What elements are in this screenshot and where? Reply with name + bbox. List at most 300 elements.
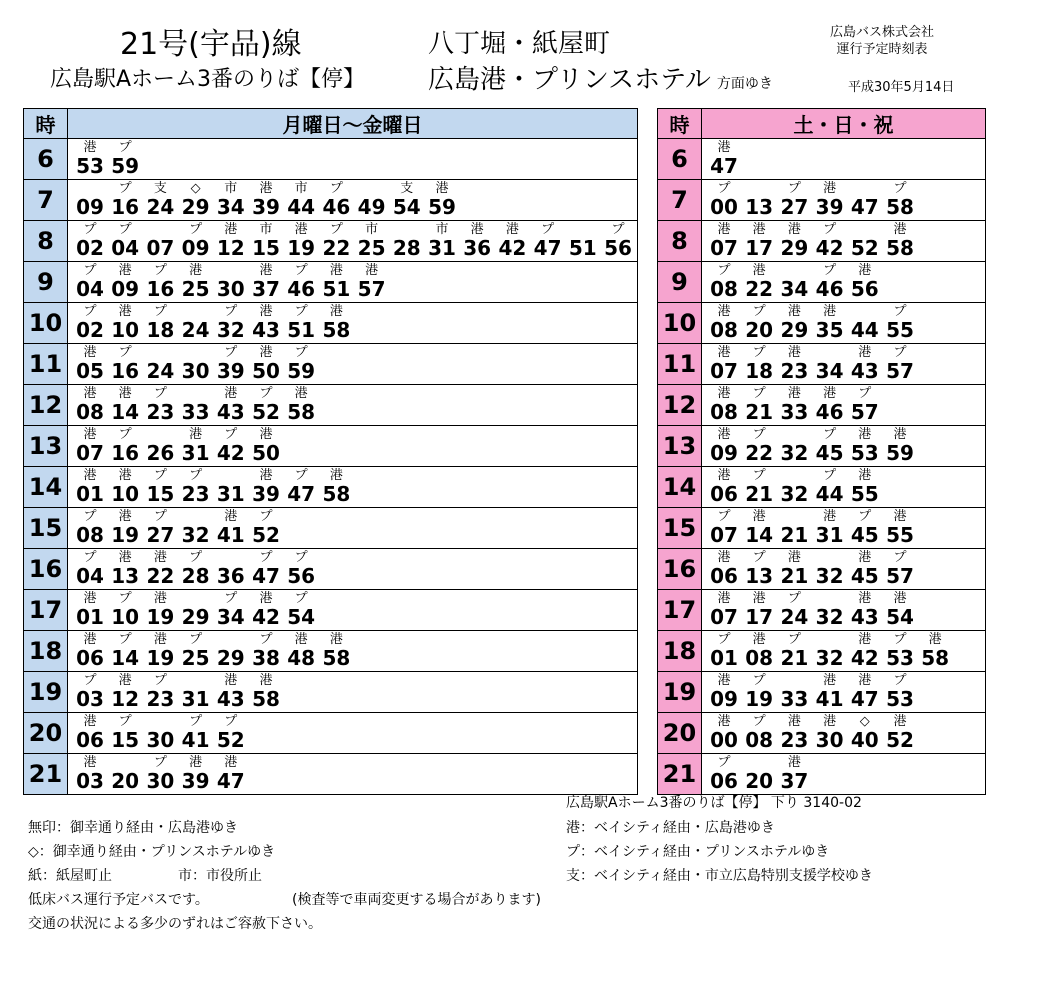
departure (389, 180, 425, 220)
destination-mark: プ (224, 427, 238, 442)
departure (741, 549, 777, 589)
departure-minute: 42 (815, 236, 844, 260)
minutes-cell (702, 344, 986, 385)
departure (741, 631, 777, 671)
destination-mark: 港 (153, 591, 167, 606)
departure-minute: 47 (533, 236, 562, 260)
destination-mark: プ (823, 263, 837, 278)
weekday-row-8 (24, 221, 638, 262)
departure-minute: 47 (252, 564, 280, 588)
destination-mark: 港 (717, 345, 731, 360)
departure-minute: 10 (111, 482, 140, 506)
departure (283, 303, 319, 343)
destination-mark: プ (893, 673, 907, 688)
minutes-cell (702, 385, 986, 426)
destination-mark: プ (752, 304, 766, 319)
departure (107, 426, 143, 466)
holiday-row-21 (658, 754, 986, 795)
departure-minute: 12 (216, 236, 245, 260)
departure-minute: 21 (780, 646, 809, 670)
departure (178, 221, 214, 261)
departure-minute: 20 (111, 769, 140, 793)
hour-cell: 7 (658, 180, 702, 221)
departure-minute: 47 (216, 769, 245, 793)
departure-minute: 20 (745, 318, 774, 342)
destination-mark: プ (294, 345, 308, 360)
departure-minute: 05 (76, 359, 104, 383)
weekday-row-12 (24, 385, 638, 426)
company-info (812, 24, 952, 58)
departure-minute: 49 (357, 195, 386, 219)
departure (72, 426, 108, 466)
departure (178, 713, 214, 753)
departure-minute: 10 (111, 318, 140, 342)
departure (142, 713, 178, 753)
minutes-cell (68, 631, 638, 672)
weekday-row-13 (24, 426, 638, 467)
hour-cell: 15 (658, 508, 702, 549)
departure-minute: 32 (780, 441, 809, 465)
destination-mark: 港 (294, 632, 308, 647)
minutes-cell (702, 713, 986, 754)
weekday-timetable (23, 108, 638, 795)
departure (776, 508, 812, 548)
departure-minute: 21 (780, 564, 809, 588)
departure-minute: 58 (921, 646, 950, 670)
departure (706, 631, 742, 671)
destination-mark: プ (823, 468, 837, 483)
destination-mark: 港 (259, 427, 273, 442)
departure (776, 426, 812, 466)
departure-minute: 52 (886, 728, 914, 752)
holiday-row-17 (658, 590, 986, 631)
departure-minute: 33 (780, 687, 809, 711)
departure-minute: 22 (745, 277, 774, 301)
departure (72, 590, 108, 630)
departure (178, 631, 214, 671)
departure (107, 508, 143, 548)
departure (107, 672, 143, 712)
departure-minute: 08 (710, 400, 738, 424)
destination-mark: プ (83, 263, 97, 278)
departure-minute: 08 (745, 728, 774, 752)
destination-mark: 港 (83, 714, 97, 729)
legend-kami: 紙：紙屋町止 (28, 868, 112, 884)
destination-mark: 港 (787, 304, 801, 319)
traffic-note: 交通の状況による多少のずれはご容赦下さい。 (28, 916, 322, 932)
stop-name: 広島駅Aホーム3番のりば【停】 (50, 67, 366, 92)
departure-minute: 38 (252, 646, 280, 670)
departure (248, 590, 284, 630)
destination-mark: 港 (823, 673, 837, 688)
departure (706, 672, 742, 712)
destination-mark: プ (118, 140, 132, 155)
hour-cell: 11 (658, 344, 702, 385)
departure-minute: 29 (181, 605, 210, 629)
departure (107, 221, 143, 261)
destination-mark: 港 (893, 591, 907, 606)
minutes-cell (702, 549, 986, 590)
weekday-row-16 (24, 549, 638, 590)
destination-mark: プ (118, 591, 132, 606)
departure-minute: 56 (287, 564, 316, 588)
destination-mark: 港 (752, 591, 766, 606)
hour-cell: 14 (24, 467, 68, 508)
departure-minute: 47 (850, 195, 879, 219)
departure-minute: 32 (216, 318, 245, 342)
destination-mark: プ (752, 673, 766, 688)
departure-minute: 41 (181, 728, 210, 752)
departure-minute: 32 (815, 564, 844, 588)
departure (142, 303, 178, 343)
weekday-row-6 (24, 139, 638, 180)
departure (318, 180, 354, 220)
departure-minute: 03 (76, 687, 104, 711)
destination-mark: プ (329, 181, 343, 196)
destination-mark: 市 (224, 181, 238, 196)
departure-minute: 07 (710, 605, 738, 629)
hour-cell: 6 (24, 139, 68, 180)
departure (776, 221, 812, 261)
departure (178, 590, 214, 630)
hour-cell: 20 (658, 713, 702, 754)
departure-minute: 30 (146, 728, 175, 752)
departure (283, 221, 319, 261)
departure (283, 467, 319, 507)
departure-minute: 46 (287, 277, 316, 301)
destination-mark: プ (153, 263, 167, 278)
departure-minute: 31 (181, 441, 210, 465)
departure-minute: 13 (111, 564, 140, 588)
destination-mark: 港 (717, 591, 731, 606)
destination-mark: 港 (224, 386, 238, 401)
departure (741, 262, 777, 302)
destination-mark: プ (717, 509, 731, 524)
departure (178, 180, 214, 220)
destination-mark: プ (83, 304, 97, 319)
minutes-cell (702, 221, 986, 262)
destination-mark: 港 (717, 673, 731, 688)
legend-diamond: ◇：御幸通り経由・プリンスホテルゆき (28, 844, 276, 860)
departure (283, 549, 319, 589)
minutes-cell (702, 180, 986, 221)
departure-minute: 23 (780, 728, 809, 752)
minutes-cell (68, 467, 638, 508)
destination-mark: 港 (153, 550, 167, 565)
minutes-cell (68, 426, 638, 467)
legend-pu: プ：ベイシティ経由・プリンスホテルゆき (566, 844, 830, 860)
departure (812, 221, 848, 261)
departure (706, 385, 742, 425)
destination-mark: 港 (259, 591, 273, 606)
departure (354, 221, 390, 261)
departure-minute: 28 (181, 564, 210, 588)
departure (248, 303, 284, 343)
departure (424, 221, 460, 261)
hour-cell: 15 (24, 508, 68, 549)
departure-minute: 06 (76, 646, 104, 670)
departure-minute: 29 (181, 195, 210, 219)
destination-mark: 港 (787, 386, 801, 401)
destination-mark: プ (83, 222, 97, 237)
departure-minute: 01 (710, 646, 738, 670)
departure (213, 672, 249, 712)
minutes-cell (702, 508, 986, 549)
departure-minute: 43 (216, 400, 245, 424)
destination-mark: プ (893, 181, 907, 196)
departure-minute: 08 (76, 400, 104, 424)
departure (812, 467, 848, 507)
departure-minute: 04 (76, 277, 104, 301)
departure (706, 139, 742, 179)
departure (72, 180, 108, 220)
departure-minute: 40 (850, 728, 879, 752)
departure (741, 303, 777, 343)
departure-minute: 56 (604, 236, 632, 260)
departure (847, 672, 883, 712)
destination-mark: 港 (224, 509, 238, 524)
departure-minute: 19 (287, 236, 316, 260)
departure (741, 385, 777, 425)
departure-minute: 08 (710, 277, 738, 301)
departure-minute: 09 (111, 277, 140, 301)
departure (882, 221, 918, 261)
destination-mark: プ (294, 468, 308, 483)
departure (213, 508, 249, 548)
departure (248, 344, 284, 384)
destination-mark: プ (893, 304, 907, 319)
departure-minute: 01 (76, 482, 104, 506)
departure-minute: 27 (146, 523, 175, 547)
destination-mark: 港 (823, 386, 837, 401)
departure-minute: 43 (216, 687, 245, 711)
destination-mark: 港 (118, 673, 132, 688)
departure-minute: 55 (850, 482, 879, 506)
departure-minute: 16 (111, 441, 140, 465)
departure (847, 303, 883, 343)
weekday-row-15 (24, 508, 638, 549)
departure (107, 467, 143, 507)
departure-minute: 15 (252, 236, 280, 260)
departure (847, 467, 883, 507)
departure (706, 713, 742, 753)
weekday-row-10 (24, 303, 638, 344)
departure (142, 631, 178, 671)
departure-minute: 45 (850, 523, 879, 547)
destination-mark: 港 (717, 550, 731, 565)
departure (812, 713, 848, 753)
departure (882, 344, 918, 384)
destination-mark: プ (153, 509, 167, 524)
destination-mark: 港 (118, 509, 132, 524)
departure (706, 221, 742, 261)
destination-mark: 港 (717, 386, 731, 401)
holiday-row-10 (658, 303, 986, 344)
departure (213, 549, 249, 589)
departure-minute: 14 (111, 646, 140, 670)
departure (248, 262, 284, 302)
departure-minute: 19 (146, 646, 175, 670)
destination-mark: 港 (752, 222, 766, 237)
departure-minute: 57 (886, 359, 914, 383)
destination-mark: 港 (153, 632, 167, 647)
departure (882, 672, 918, 712)
departure (812, 426, 848, 466)
departure (776, 672, 812, 712)
departure-minute: 22 (745, 441, 774, 465)
destination-mark: プ (83, 509, 97, 524)
departure (72, 344, 108, 384)
departure (706, 426, 742, 466)
departure-minute: 37 (252, 277, 280, 301)
destination-mark: 支 (153, 181, 167, 196)
departure-minute: 03 (76, 769, 104, 793)
departure (248, 508, 284, 548)
destination-mark: 港 (259, 181, 273, 196)
departure-minute: 22 (146, 564, 175, 588)
weekday-row-17 (24, 590, 638, 631)
weekday-row-7 (24, 180, 638, 221)
departure-minute: 29 (780, 318, 809, 342)
departure-minute: 07 (710, 236, 738, 260)
destination-mark: 市 (365, 222, 379, 237)
destination-mark: 港 (787, 345, 801, 360)
departure-minute: 19 (146, 605, 175, 629)
departure-minute: 43 (252, 318, 280, 342)
departure (882, 508, 918, 548)
departure-minute: 30 (216, 277, 245, 301)
departure (283, 385, 319, 425)
departure-minute: 18 (146, 318, 175, 342)
minutes-cell (702, 262, 986, 303)
destination-mark: 港 (224, 673, 238, 688)
departure (882, 631, 918, 671)
departure (213, 221, 249, 261)
departure (847, 713, 883, 753)
destination-mark: 港 (470, 222, 484, 237)
departure (706, 262, 742, 302)
departure-minute: 45 (815, 441, 844, 465)
departure (776, 303, 812, 343)
minutes-cell (702, 139, 986, 180)
departure (72, 713, 108, 753)
departure (142, 426, 178, 466)
departure-minute: 39 (815, 195, 844, 219)
destination-mark: 港 (858, 468, 872, 483)
departure (248, 180, 284, 220)
departure-minute: 25 (181, 646, 210, 670)
destination-mark: プ (153, 386, 167, 401)
departure (847, 262, 883, 302)
departure-minute: 08 (710, 318, 738, 342)
departure-minute: 14 (111, 400, 140, 424)
departure (72, 467, 108, 507)
departure-minute: 10 (111, 605, 140, 629)
departure-minute: 32 (815, 646, 844, 670)
departure-minute: 46 (815, 277, 844, 301)
departure (706, 754, 742, 794)
destination-mark: 港 (189, 427, 203, 442)
destination-mark: 港 (893, 427, 907, 442)
destination-mark: 港 (858, 427, 872, 442)
departure-minute: 02 (76, 318, 104, 342)
hour-cell: 6 (658, 139, 702, 180)
departure-minute: 23 (181, 482, 210, 506)
departure-minute: 58 (287, 400, 316, 424)
departure (776, 180, 812, 220)
destination-mark: プ (153, 468, 167, 483)
departure (72, 508, 108, 548)
departure (248, 631, 284, 671)
holiday-row-18 (658, 631, 986, 672)
departure-minute: 57 (357, 277, 386, 301)
destination-mark: 港 (787, 714, 801, 729)
destination-mark: 港 (752, 632, 766, 647)
destination-mark: 港 (858, 673, 872, 688)
departure (213, 180, 249, 220)
destination-mark: 港 (928, 632, 942, 647)
departure (776, 713, 812, 753)
destination-suffix: 方面ゆき (716, 76, 773, 92)
departure (107, 139, 143, 179)
departure-minute: 42 (498, 236, 527, 260)
destination-mark: プ (329, 222, 343, 237)
destination-mark: 港 (752, 263, 766, 278)
departure-minute: 07 (710, 523, 738, 547)
departure-minute: 19 (745, 687, 774, 711)
departure (812, 549, 848, 589)
hour-cell: 17 (24, 590, 68, 631)
departure-minute: 51 (287, 318, 316, 342)
hour-cell: 11 (24, 344, 68, 385)
departure (72, 754, 108, 794)
departure (72, 303, 108, 343)
hour-cell: 19 (24, 672, 68, 713)
destination-mark: 支 (400, 181, 414, 196)
departure (283, 262, 319, 302)
departure (283, 180, 319, 220)
departure (213, 344, 249, 384)
departure-minute: 23 (146, 400, 175, 424)
destination-mark: プ (189, 632, 203, 647)
legend-ko: 港：ベイシティ経由・広島港ゆき (566, 820, 775, 836)
destination-mark: プ (259, 509, 273, 524)
weekday-row-9 (24, 262, 638, 303)
destination-mark: 港 (189, 755, 203, 770)
minutes-cell (702, 631, 986, 672)
holiday-row-20 (658, 713, 986, 754)
destination-mark: 港 (787, 550, 801, 565)
departure-minute: 23 (146, 687, 175, 711)
departure-minute: 51 (568, 236, 597, 260)
holiday-row-6 (658, 139, 986, 180)
holiday-header-row (658, 109, 986, 139)
destination-mark: 港 (787, 222, 801, 237)
departure-minute: 15 (111, 728, 140, 752)
destination-mark: プ (224, 591, 238, 606)
destination-mark: 港 (717, 427, 731, 442)
destination-mark: プ (189, 550, 203, 565)
minutes-cell (68, 590, 638, 631)
departure-minute: 09 (76, 195, 104, 219)
departure-minute: 21 (780, 523, 809, 547)
departure-minute: 32 (815, 605, 844, 629)
destination-mark: 港 (189, 263, 203, 278)
departure (882, 180, 918, 220)
destination-mark: 港 (717, 468, 731, 483)
departure-minute: 30 (815, 728, 844, 752)
departure (706, 180, 742, 220)
